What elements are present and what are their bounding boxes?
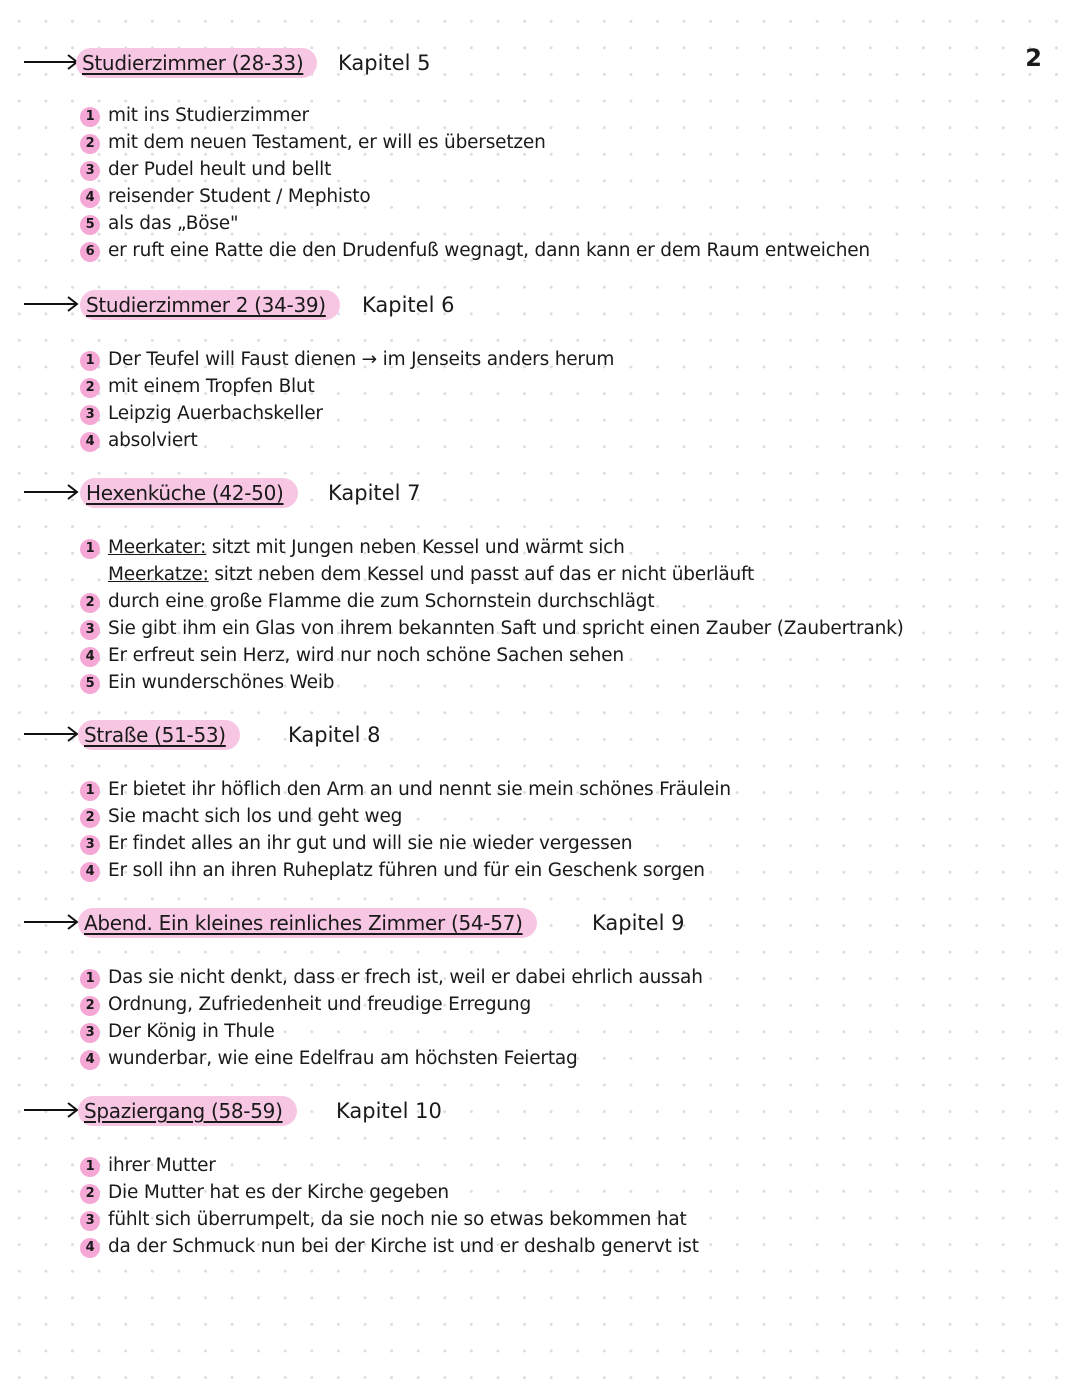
section-hexenkueche xyxy=(0,478,1080,693)
list-item xyxy=(80,210,870,237)
section-header xyxy=(0,478,1080,512)
item-number: 2 xyxy=(80,1184,100,1204)
item-text: Ordnung, Zufriedenheit und freudige Erregung xyxy=(108,994,532,1015)
list-item xyxy=(80,183,870,210)
list-item xyxy=(80,588,904,615)
answer-list xyxy=(80,1152,699,1260)
item-number: 4 xyxy=(80,432,100,452)
page-number: 2 xyxy=(1025,44,1042,72)
item-text: mit ins Studierzimmer xyxy=(108,105,309,126)
section-abend xyxy=(0,908,1080,1069)
list-item xyxy=(80,400,614,427)
item-number: 2 xyxy=(80,378,100,398)
item-text: fühlt sich überrumpelt, da sie noch nie so etwas bekommen hat xyxy=(108,1209,687,1230)
item-number: 3 xyxy=(80,405,100,425)
list-item xyxy=(80,642,904,669)
item-text: ihrer Mutter xyxy=(108,1155,216,1176)
item-number: 5 xyxy=(80,215,100,235)
list-item xyxy=(80,427,614,454)
item-number: 4 xyxy=(80,1238,100,1258)
chapter-label: Kapitel 7 xyxy=(328,481,421,505)
list-item xyxy=(80,534,904,561)
list-item xyxy=(80,830,731,857)
item-number: 4 xyxy=(80,1050,100,1070)
item-text: Der Teufel will Faust dienen → im Jenseits anders herum xyxy=(108,349,615,370)
item-text: absolviert xyxy=(108,430,198,451)
list-item xyxy=(80,156,870,183)
list-item xyxy=(80,1018,703,1045)
item-number: 2 xyxy=(80,593,100,613)
chapter-label: Kapitel 10 xyxy=(336,1099,442,1123)
section-title: Hexenküche (42-50) xyxy=(80,478,298,508)
section-header xyxy=(0,48,1080,82)
item-label: Meerkater: xyxy=(108,537,207,558)
answer-list xyxy=(80,964,703,1072)
item-number: 2 xyxy=(80,134,100,154)
answer-list xyxy=(80,346,614,454)
answer-list xyxy=(80,102,870,264)
item-text: reisender Student / Mephisto xyxy=(108,186,371,207)
section-title: Abend. Ein kleines reinliches Zimmer (54-57) xyxy=(78,908,537,938)
section-header xyxy=(0,1096,1080,1130)
list-item xyxy=(80,857,731,884)
list-item xyxy=(80,1045,703,1072)
chapter-label: Kapitel 5 xyxy=(338,51,431,75)
item-number: 3 xyxy=(80,161,100,181)
item-text: Er erfreut sein Herz, wird nur noch schöne Sachen sehen xyxy=(108,645,624,666)
arrow-right-icon xyxy=(24,52,80,72)
item-number: 5 xyxy=(80,674,100,694)
answer-list xyxy=(80,776,731,884)
list-item xyxy=(80,102,870,129)
item-number: 3 xyxy=(80,620,100,640)
item-number: 1 xyxy=(80,781,100,801)
item-text: da der Schmuck nun bei der Kirche ist und er deshalb genervt ist xyxy=(108,1236,699,1257)
list-item xyxy=(80,1152,699,1179)
item-text: Er soll ihn an ihren Ruheplatz führen und für ein Geschenk sorgen xyxy=(108,860,705,881)
section-strasse xyxy=(0,720,1080,881)
item-number: 1 xyxy=(80,351,100,371)
section-title: Studierzimmer (28-33) xyxy=(76,48,317,78)
item-text: Leipzig Auerbachskeller xyxy=(108,403,323,424)
arrow-right-icon xyxy=(24,482,80,502)
item-text: durch eine große Flamme die zum Schornstein durchschlägt xyxy=(108,591,655,612)
section-title: Spaziergang (58-59) xyxy=(78,1096,297,1126)
chapter-label: Kapitel 6 xyxy=(362,293,455,317)
list-item xyxy=(80,1233,699,1260)
item-number: 3 xyxy=(80,1211,100,1231)
item-text: sitzt mit Jungen neben Kessel und wärmt sich xyxy=(206,537,625,558)
item-number: 1 xyxy=(80,539,100,559)
item-text: sitzt neben dem Kessel und passt auf das er nicht überläuft xyxy=(208,564,755,585)
item-text: Die Mutter hat es der Kirche gegeben xyxy=(108,1182,449,1203)
item-number: 2 xyxy=(80,808,100,828)
list-item xyxy=(80,346,614,373)
list-item xyxy=(80,776,731,803)
section-studierzimmer xyxy=(0,48,1080,261)
section-title: Straße (51-53) xyxy=(78,720,240,750)
list-item xyxy=(80,615,904,642)
list-item-continuation xyxy=(80,561,904,588)
list-item xyxy=(80,129,870,156)
item-text: Sie gibt ihm ein Glas von ihrem bekannten Saft und spricht einen Zauber (Zaubertrank) xyxy=(108,618,904,639)
section-title: Studierzimmer 2 (34-39) xyxy=(80,290,340,320)
item-text: mit einem Tropfen Blut xyxy=(108,376,315,397)
list-item xyxy=(80,373,614,400)
list-item xyxy=(80,803,731,830)
item-text: er ruft eine Ratte die den Drudenfuß wegnagt, dann kann er dem Raum entweichen xyxy=(108,240,870,261)
item-text: wunderbar, wie eine Edelfrau am höchsten Feiertag xyxy=(108,1048,578,1069)
list-item xyxy=(80,1179,699,1206)
arrow-right-icon xyxy=(24,724,80,744)
item-label: Meerkatze: xyxy=(108,564,209,585)
item-text: Er bietet ihr höflich den Arm an und nennt sie mein schönes Fräulein xyxy=(108,779,731,800)
section-header xyxy=(0,290,1080,324)
item-number: 4 xyxy=(80,188,100,208)
item-text: Der König in Thule xyxy=(108,1021,275,1042)
arrow-right-icon xyxy=(24,1100,80,1120)
section-spaziergang xyxy=(0,1096,1080,1257)
item-text: mit dem neuen Testament, er will es übersetzen xyxy=(108,132,546,153)
item-text: Er findet alles an ihr gut und will sie nie wieder vergessen xyxy=(108,833,633,854)
item-number: 4 xyxy=(80,647,100,667)
chapter-label: Kapitel 9 xyxy=(592,911,685,935)
item-number: 1 xyxy=(80,969,100,989)
item-text: Das sie nicht denkt, dass er frech ist, weil er dabei ehrlich aussah xyxy=(108,967,703,988)
item-number: 3 xyxy=(80,1023,100,1043)
item-number: 2 xyxy=(80,996,100,1016)
list-item xyxy=(80,669,904,696)
section-header xyxy=(0,908,1080,942)
section-studierzimmer-2 xyxy=(0,290,1080,451)
answer-list xyxy=(80,534,904,696)
section-header xyxy=(0,720,1080,754)
item-number: 3 xyxy=(80,835,100,855)
list-item xyxy=(80,991,703,1018)
list-item xyxy=(80,1206,699,1233)
chapter-label: Kapitel 8 xyxy=(288,723,381,747)
arrow-right-icon xyxy=(24,912,80,932)
item-number: 6 xyxy=(80,242,100,262)
item-text: als das „Böse" xyxy=(108,213,239,234)
list-item xyxy=(80,237,870,264)
list-item xyxy=(80,964,703,991)
item-number: 4 xyxy=(80,862,100,882)
item-text: Ein wunderschönes Weib xyxy=(108,672,335,693)
arrow-right-icon xyxy=(24,294,80,314)
item-text: der Pudel heult und bellt xyxy=(108,159,332,180)
item-number: 1 xyxy=(80,107,100,127)
item-number: 1 xyxy=(80,1157,100,1177)
item-text: Sie macht sich los und geht weg xyxy=(108,806,403,827)
